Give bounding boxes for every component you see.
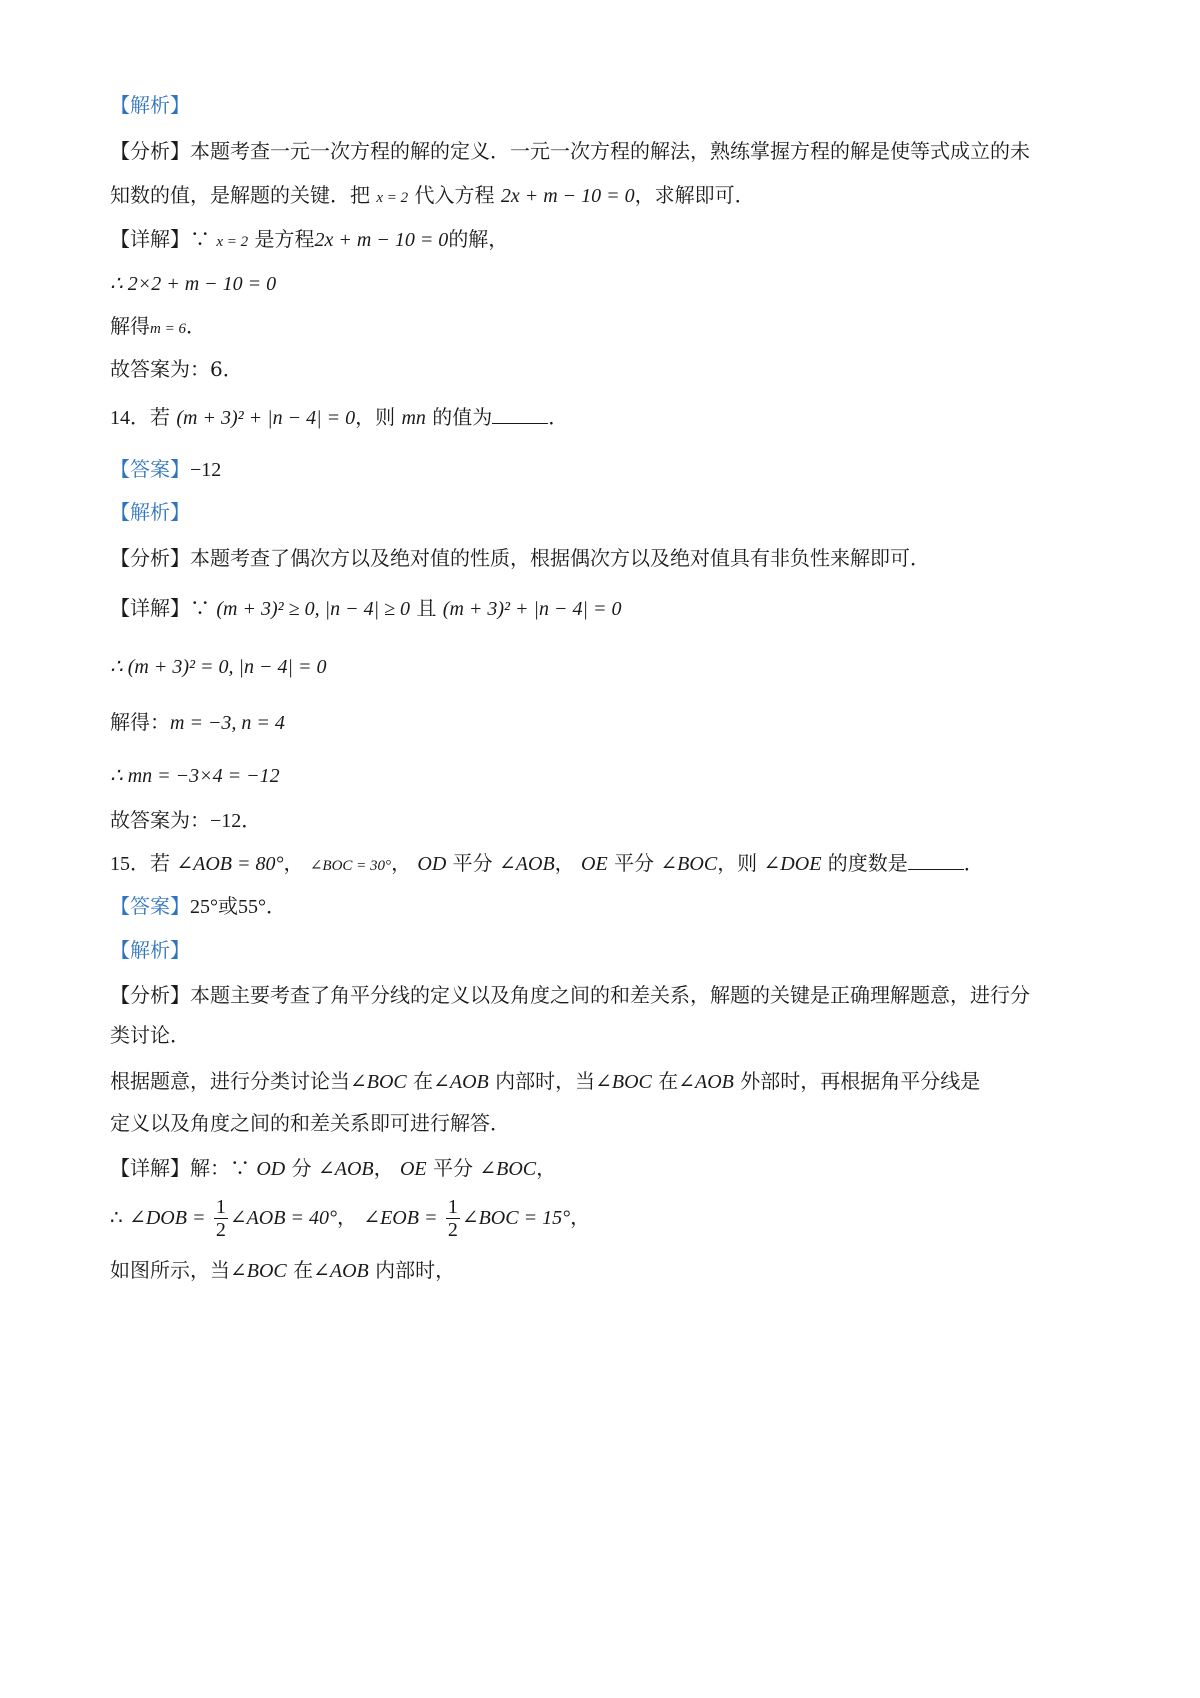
fraction-half: [214, 1196, 228, 1241]
text-run: 解得: [110, 314, 150, 338]
q13-fenxi-line2: [110, 182, 1100, 211]
text-run: ∵: [190, 596, 210, 620]
text-run: 【分析】: [110, 546, 190, 570]
text-run: 解得：: [110, 710, 170, 734]
text-run: 【分析】: [110, 139, 190, 163]
text-run: 2x + m − 10 = 0: [500, 185, 635, 207]
q13-step1: [110, 270, 1100, 297]
q14-question: [110, 404, 1100, 431]
text-run: −12: [210, 810, 242, 832]
text-run: OE: [581, 853, 608, 875]
q13-solve: [110, 313, 1100, 342]
text-run: ，: [391, 851, 412, 875]
text-run: ∠BOC: [660, 853, 718, 875]
q14-detail: [110, 595, 1100, 622]
q14-step1: [110, 653, 1100, 680]
q14-step2: [110, 762, 1100, 789]
text-run: ∠AOB: [678, 1071, 734, 1093]
text-run: ．: [185, 314, 206, 338]
text-run: ∠EOB =: [363, 1207, 438, 1229]
text-run: ∠AOB = 40°: [229, 1207, 337, 1229]
text-run: 本题考查一元一次方程的解的定义．一元一次方程的解法，熟练掌握方程的解是使等式成立的未: [190, 139, 1030, 163]
text-run: 在: [413, 1069, 434, 1093]
fraction-half: [446, 1196, 460, 1241]
text-run: m = −3, n = 4: [170, 712, 285, 734]
text-run: ∠AOB: [499, 853, 555, 875]
text-run: 在: [293, 1258, 314, 1282]
text-run: 代入方程: [414, 183, 495, 207]
text-run: 外部时，再根据角平分线是: [740, 1069, 981, 1093]
text-run: (m + 3)² + |n − 4| = 0: [442, 598, 622, 620]
text-run: 【解析】: [110, 500, 190, 524]
text-run: 知数的值，是解题的关键．把: [110, 183, 370, 207]
text-run: 【解析】: [110, 938, 190, 962]
q13-fenxi-line1: [110, 138, 1100, 164]
text-run: ，: [554, 851, 575, 875]
text-run: mn: [401, 407, 426, 429]
text-run: x = 2: [376, 190, 409, 206]
q14-final: [110, 807, 1100, 834]
text-run: ∠BOC: [595, 1071, 652, 1093]
text-run: 故答案为：: [110, 808, 210, 832]
text-run: 1: [215, 1196, 226, 1218]
text-run: ∠BOC: [350, 1071, 407, 1093]
text-run: ，: [536, 1156, 557, 1180]
text-run: ∠DOB =: [129, 1207, 206, 1229]
text-run: 【解析】: [110, 93, 190, 117]
q13-detail: [110, 226, 1100, 255]
text-run: OD: [256, 1158, 286, 1180]
text-run: ∠DOE: [763, 853, 822, 875]
text-run: 根据题意，进行分类讨论当: [110, 1069, 350, 1093]
text-run: 解：∵: [190, 1156, 250, 1180]
text-run: ∠AOB = 80°: [176, 853, 284, 875]
text-run: 【答案】: [110, 457, 190, 481]
text-run: 内部时，: [375, 1258, 456, 1282]
q15-question: [110, 850, 1100, 879]
text-run: ∠BOC: [230, 1260, 287, 1282]
text-run: 如图所示，当: [110, 1258, 230, 1282]
text-run: ，: [336, 1205, 357, 1229]
text-run: 14．: [110, 407, 150, 429]
text-run: ∴ (m + 3)² = 0, |n − 4| = 0: [110, 656, 327, 678]
text-run: ∠AOB: [433, 1071, 489, 1093]
text-run: ∴ mn = −3×4 = −12: [110, 765, 280, 787]
text-run: ，则: [355, 405, 396, 429]
text-run: 的值为: [432, 405, 493, 429]
text-run: 是方程: [254, 227, 315, 251]
text-run: ∠BOC = 15°: [461, 1207, 571, 1229]
text-run: ，: [570, 1205, 591, 1229]
text-run: 类讨论．: [110, 1023, 190, 1047]
text-run: m = 6: [150, 321, 186, 337]
text-run: (m + 3)² + |n − 4| = 0: [176, 407, 356, 429]
answer-blank: [908, 851, 964, 870]
text-run: x = 2: [216, 234, 249, 250]
text-run: OE: [399, 1158, 427, 1180]
text-run: ∠AOB: [313, 1260, 369, 1282]
text-run: 在: [658, 1069, 679, 1093]
text-run: 故答案为：6．: [110, 357, 243, 381]
text-run: −12: [190, 459, 222, 481]
text-run: ∠AOB: [317, 1158, 374, 1180]
text-run: 【详解】: [110, 596, 190, 620]
text-run: ．: [241, 808, 262, 832]
text-run: 定义以及角度之间的和差关系即可进行解答．: [110, 1111, 510, 1135]
q14-solve: [110, 709, 1100, 736]
q15-fenxi-line2: [110, 1022, 1100, 1048]
text-run: 分: [291, 1156, 312, 1180]
q15-paragraph-line1: [110, 1068, 1100, 1095]
text-run: ，: [373, 1156, 394, 1180]
text-run: ∠BOC = 30°: [309, 858, 392, 874]
q14-analysis-heading: [110, 499, 1100, 525]
text-run: 本题主要考查了角平分线的定义以及角度之间的和差关系，解题的关键是正确理解题意，进行分: [190, 983, 1030, 1007]
text-run: 的解，: [448, 227, 509, 251]
q13-final: [110, 356, 1100, 382]
q15-analysis-heading: [110, 937, 1100, 963]
text-run: 且: [416, 596, 437, 620]
text-run: ∴ 2×2 + m − 10 = 0: [110, 273, 277, 295]
analysis-heading: [110, 92, 1100, 118]
text-run: 若: [150, 405, 170, 429]
text-run: OD: [417, 853, 447, 875]
text-run: 2: [215, 1219, 226, 1241]
text-run: 平分: [452, 851, 493, 875]
text-run: 的度数是: [827, 851, 908, 875]
text-run: 【答案】: [110, 894, 190, 918]
text-run: ∵: [190, 227, 210, 251]
q14-fenxi: [110, 545, 1100, 571]
text-run: 本题考查了偶次方以及绝对值的性质，根据偶次方以及绝对值具有非负性来解即可．: [190, 546, 930, 570]
text-run: ．: [963, 851, 984, 875]
q15-paragraph-line2: [110, 1110, 1100, 1136]
q15-answer: [110, 893, 1100, 920]
q15-figure-intro: [110, 1257, 1100, 1284]
text-run: 1: [447, 1196, 458, 1218]
text-run: ∠BOC: [479, 1158, 537, 1180]
text-run: 平分: [614, 851, 655, 875]
q14-answer: [110, 456, 1100, 483]
text-run: ．: [548, 405, 569, 429]
text-run: 2: [447, 1219, 458, 1241]
text-run: 平分: [433, 1156, 473, 1180]
text-run: 15．: [110, 853, 150, 875]
q15-detail: [110, 1155, 1100, 1182]
text-run: ，: [283, 851, 304, 875]
text-run: (m + 3)² ≥ 0, |n − 4| ≥ 0: [216, 598, 411, 620]
text-run: 【详解】: [110, 1156, 190, 1180]
text-run: ，则: [717, 851, 758, 875]
q15-fraction-step: [110, 1193, 1100, 1242]
text-run: 若: [150, 851, 170, 875]
text-run: 25°或55°．: [190, 896, 286, 918]
text-run: 内部时，当: [495, 1069, 596, 1093]
text-run: 2x + m − 10 = 0: [314, 229, 449, 251]
text-run: 【分析】: [110, 983, 190, 1007]
answer-blank: [492, 405, 548, 424]
text-run: ∴: [110, 1205, 123, 1229]
text-run: 【详解】: [110, 227, 190, 251]
text-run: ，求解即可．: [634, 183, 755, 207]
q15-fenxi-line1: [110, 982, 1100, 1008]
